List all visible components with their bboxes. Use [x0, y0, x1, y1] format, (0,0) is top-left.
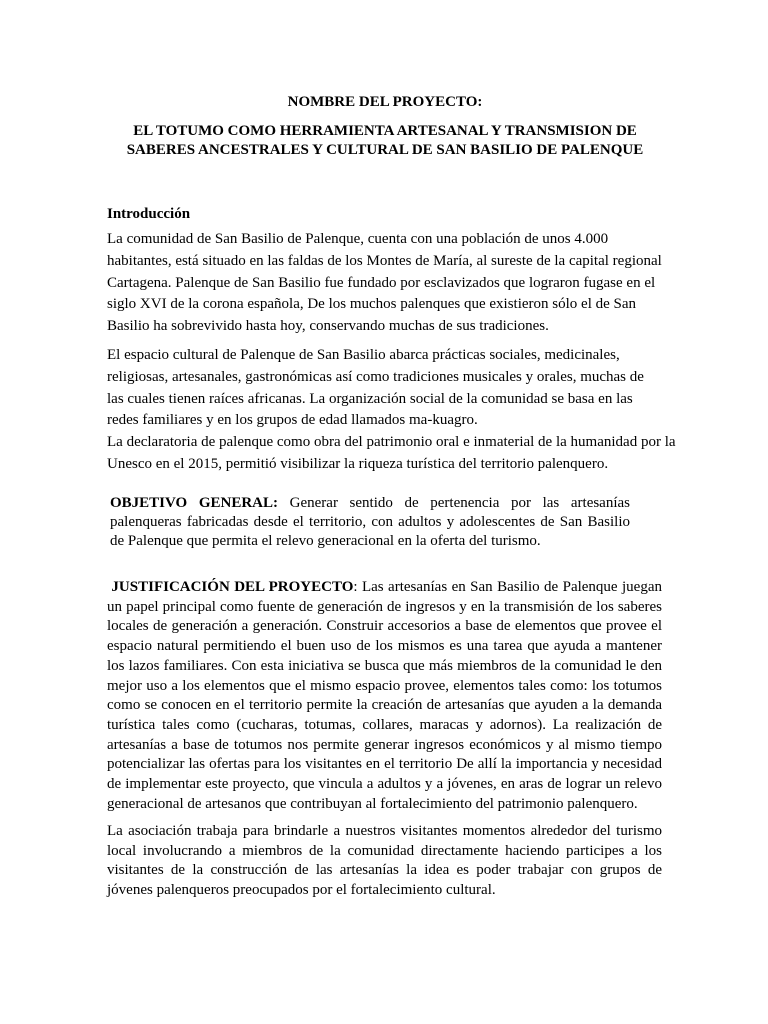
justification-paragraph — [107, 578, 662, 814]
association-paragraph: La asociación trabaja para brindarle a nuestros visitantes momentos alrededor del turismo local involucrando a miembros de la comunidad directamente haciendo participes a los visitantes de la construcción de las artesanías la idea es poder trabajar con grupos de jóvenes palenqueros preocupados por el fortalecimiento cultural. — [107, 823, 662, 899]
introduction-paragraph-1: La comunidad de San Basilio de Palenque, cuenta con una población de unos 4.000 habitantes, está situado en las faldas de los Montes de María, al sureste de la capital regional Cartagena. Palenque de San Basilio fue fundado por esclavizados que lograron fugase en el siglo XVI de la corona española, De los muchos palenques que existieron sólo el de San Basilio ha sobrevivido hasta hoy, conservando muchas de sus tradiciones. — [107, 231, 662, 335]
project-title: EL TOTUMO COMO HERRAMIENTA ARTESANAL Y TRANSMISION DE SABERES ANCESTRALES Y CULTURAL DE SAN BASILIO DE PALENQUE — [126, 123, 644, 158]
introduction-paragraph-3: La declaratoria de palenque como obra del patrimonio oral e inmaterial de la humanidad por la Unesco en el 2015, permitió visibilizar la riqueza turística del territorio palenquero. — [107, 434, 676, 472]
project-name-label: NOMBRE DEL PROYECTO: — [287, 94, 483, 110]
general-objective-text: Generar sentido de pertenencia por las artesanías palenqueras fabricadas desde el territorio, con adultos y adolescentes de San Basilio de Palenque que permita el relevo generacional en la oferta del turismo. — [110, 495, 631, 549]
justification-label: JUSTIFICACIÓN DEL PROYECTO — [111, 579, 354, 595]
general-objective-label: OBJETIVO GENERAL: — [110, 495, 279, 511]
general-objective-paragraph — [110, 494, 630, 551]
introduction-paragraph-2: El espacio cultural de Palenque de San Basilio abarca prácticas sociales, medicinales, religiosas, artesanales, gastronómicas así como tradiciones musicales y orales, muchas de las cuales tienen raíces africanas. La organización social de la comunidad se basa en las redes familiares y en los grupos de edad llamados ma-kuagro. — [107, 347, 644, 429]
justification-text: : Las artesanías en San Basilio de Palenque juegan un papel principal como fuente de generación de ingresos y en la transmisión de los saberes locales de generación a generación. Construir accesorios a base de elementos que provee el espacio natural permitiendo el buen uso de los mismos es una tarea que ayuda a mantener los lazos familiares. Con esta iniciativa se busca que más miembros de la comunidad le den mejor uso a los elementos que el mismo espacio provee, elementos tales como: los totumos como se conocen en el territorio permite la creación de artesanías que ayuden a la demanda turística tales como (cucharas, totumas, collares, maracas y adornos). La realización de artesanías a base de totumos nos permite generar ingresos económicos y al mismo tiempo potencializar las ofertas para los visitantes en el territorio De allí la importancia y necesidad de implementar este proyecto, que vincula a adultos y a jóvenes, en aras de lograr un relevo generacional de artesanos que contribuyan al fortalecimiento del patrimonio palenquero. — [107, 579, 662, 812]
introduction-heading: Introducción — [107, 206, 191, 222]
